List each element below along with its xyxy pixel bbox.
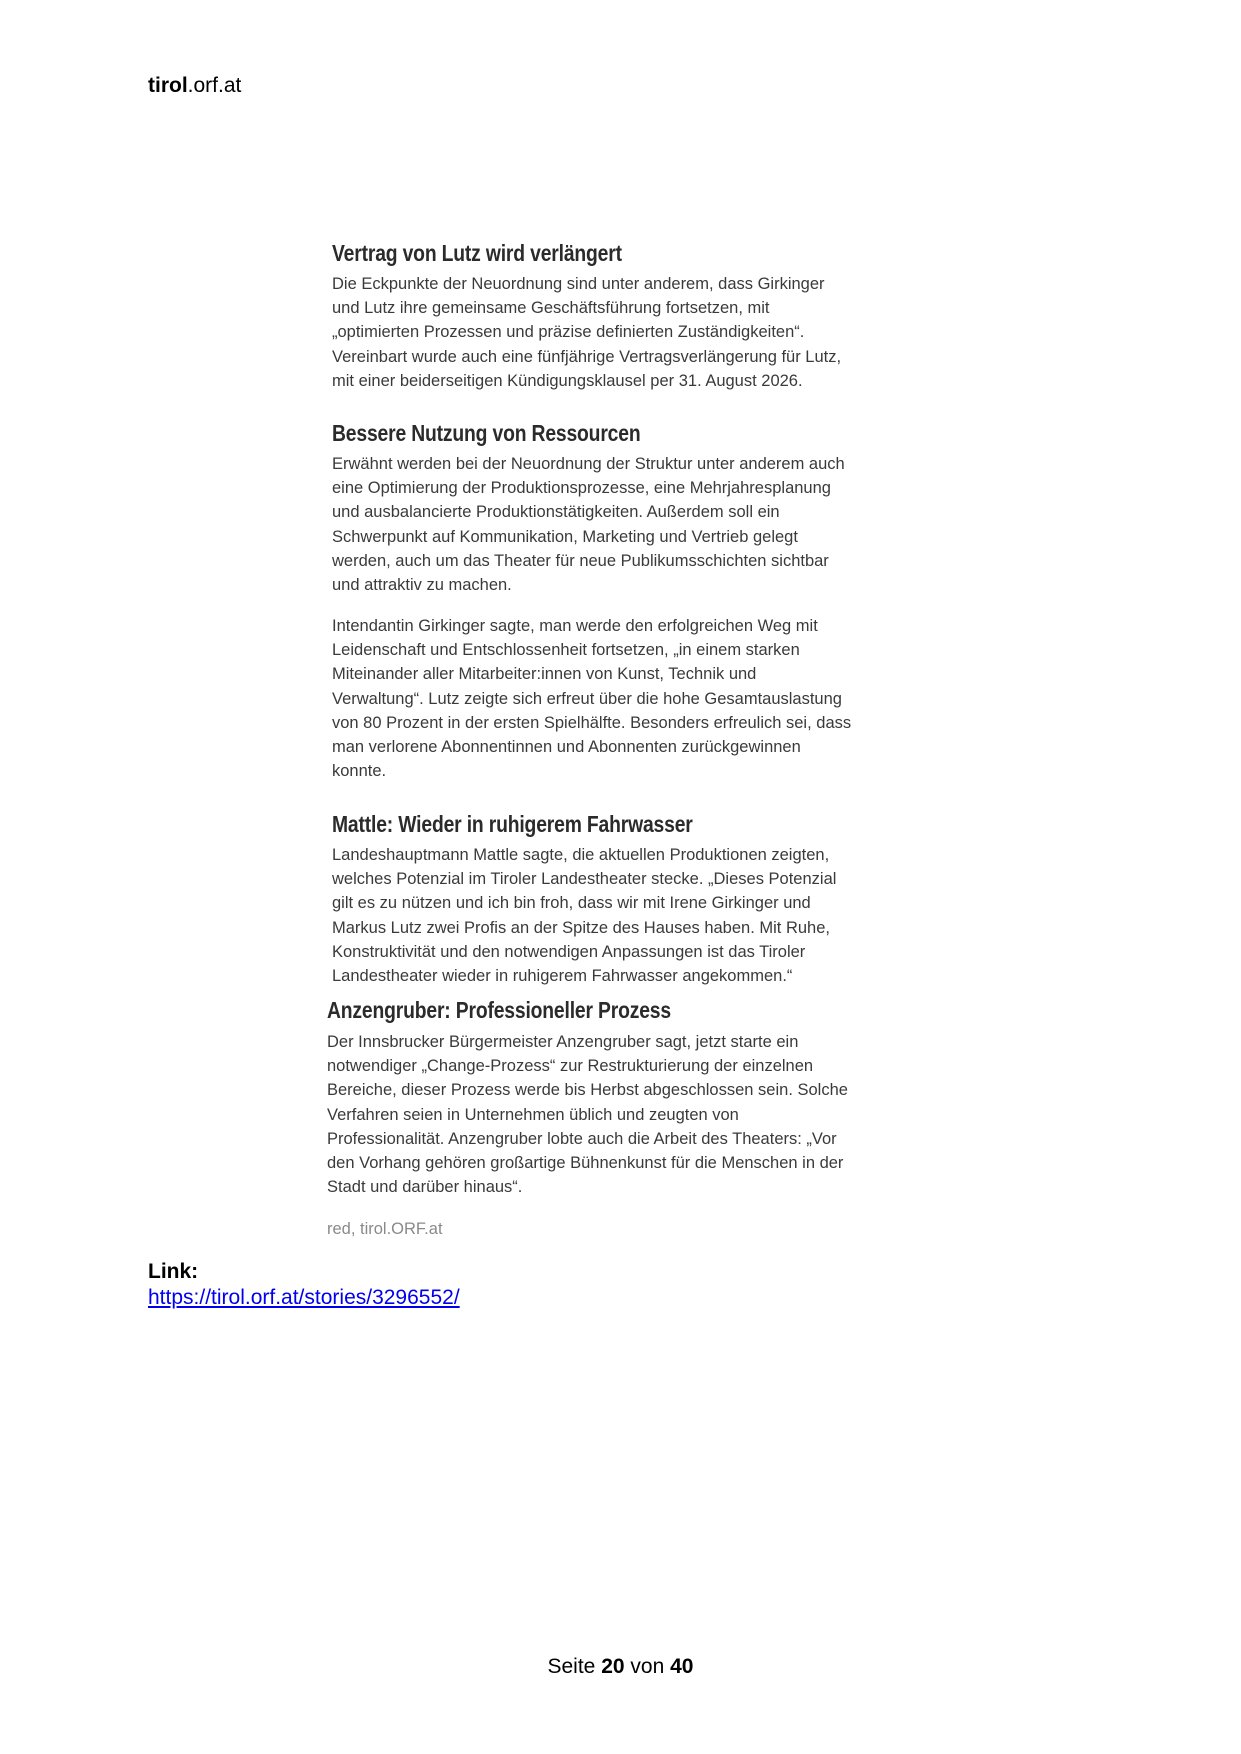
- text-line: Miteinander aller Mitarbeiter:innen von Kunst, Technik und: [332, 665, 757, 684]
- section-heading: Mattle: Wieder in ruhigerem Fahrwasser: [332, 811, 693, 837]
- text-line: gilt es zu nützen und ich bin froh, dass wir mit Irene Girkinger und: [332, 894, 811, 913]
- paragraph: [332, 614, 851, 783]
- footer-middle: von: [630, 1655, 665, 1678]
- text-line: „optimierten Prozessen und präzise definierten Zuständigkeiten“.: [332, 323, 805, 342]
- text-line: und ausbalancierte Produktionstätigkeiten. Außerdem soll ein: [332, 503, 780, 522]
- text-line: Markus Lutz zwei Profis an der Spitze des Hauses haben. Mit Ruhe,: [332, 918, 830, 937]
- text-line: und Lutz ihre gemeinsame Geschäftsführung fortsetzen, mit: [332, 299, 770, 318]
- text-line: den Vorhang gehören großartige Bühnenkunst für die Menschen in der: [327, 1154, 844, 1173]
- text-line: notwendiger „Change-Prozess“ zur Restrukturierung der einzelnen: [327, 1057, 814, 1076]
- paragraph: [332, 843, 836, 988]
- text-line: Konstruktivität und den notwendigen Anpassungen ist das Tiroler: [332, 942, 806, 961]
- text-line: mit einer beiderseitigen Kündigungsklausel per 31. August 2026.: [332, 371, 803, 390]
- text-line: Verfahren seien in Unternehmen üblich und zeugten von: [327, 1105, 739, 1124]
- text-line: Schwerpunkt auf Kommunikation, Marketing und Vertrieb gelegt: [332, 527, 798, 546]
- footer-prefix: Seite: [547, 1655, 596, 1678]
- text-line: eine Optimierung der Produktionsprozesse, eine Mehrjahresplanung: [332, 479, 831, 498]
- text-line: werden, auch um das Theater für neue Publikumsschichten sichtbar: [332, 551, 829, 570]
- site-name-rest: .orf.at: [187, 74, 242, 97]
- text-line: welches Potenzial im Tiroler Landestheater stecke. „Dieses Potenzial: [332, 870, 837, 889]
- text-line: Vereinbart wurde auch eine fünfjährige Vertragsverlängerung für Lutz,: [332, 347, 842, 366]
- text-line: Erwähnt werden bei der Neuordnung der Struktur unter anderem auch: [332, 455, 845, 473]
- text-line: man verlorene Abonnentinnen und Abonnenten zurückgewinnen: [332, 738, 801, 757]
- text-line: Bereiche, dieser Prozess werde bis Herbst abgeschlossen sein. Solche: [327, 1081, 848, 1100]
- current-page: 20: [601, 1655, 625, 1678]
- text-line: Landestheater wieder in ruhigerem Fahrwasser angekommen.“: [332, 967, 793, 986]
- total-pages: 40: [670, 1655, 694, 1678]
- page-footer: [0, 1655, 1241, 1679]
- text-line: Verwaltung“. Lutz zeigte sich erfreut über die hohe Gesamtauslastung: [332, 689, 842, 708]
- text-line: von 80 Prozent in der ersten Spielhälfte. Besonders erfreulich sei, dass: [332, 713, 852, 732]
- text-line: Professionalität. Anzengruber lobte auch die Arbeit des Theaters: „Vor: [327, 1129, 837, 1148]
- paragraph: [327, 1030, 848, 1199]
- text-line: Die Eckpunkte der Neuordnung sind unter anderem, dass Girkinger: [332, 275, 825, 293]
- text-line: konnte.: [332, 762, 387, 781]
- text-line: Leidenschaft und Entschlossenheit fortsetzen, „in einem starken: [332, 641, 800, 660]
- article-link[interactable]: https://tirol.orf.at/stories/3296552/: [148, 1286, 460, 1309]
- site-name: [148, 74, 241, 98]
- section-heading: Bessere Nutzung von Ressourcen: [332, 420, 641, 446]
- paragraph: [332, 272, 841, 393]
- text-line: Der Innsbrucker Bürgermeister Anzengruber sagt, jetzt starte ein: [327, 1033, 799, 1051]
- text-line: Intendantin Girkinger sagte, man werde den erfolgreichen Weg mit: [332, 617, 818, 635]
- section-heading: Vertrag von Lutz wird verlängert: [332, 240, 622, 266]
- section-heading: Anzengruber: Professioneller Prozess: [327, 997, 671, 1023]
- paragraph: [332, 452, 845, 597]
- byline: red, tirol.ORF.at: [327, 1220, 443, 1238]
- link-label: Link:: [148, 1260, 199, 1283]
- text-line: Landeshauptmann Mattle sagte, die aktuellen Produktionen zeigten,: [332, 846, 830, 864]
- site-name-bold: tirol: [148, 74, 188, 97]
- text-line: Stadt und darüber hinaus“.: [327, 1178, 523, 1197]
- text-line: und attraktiv zu machen.: [332, 576, 512, 595]
